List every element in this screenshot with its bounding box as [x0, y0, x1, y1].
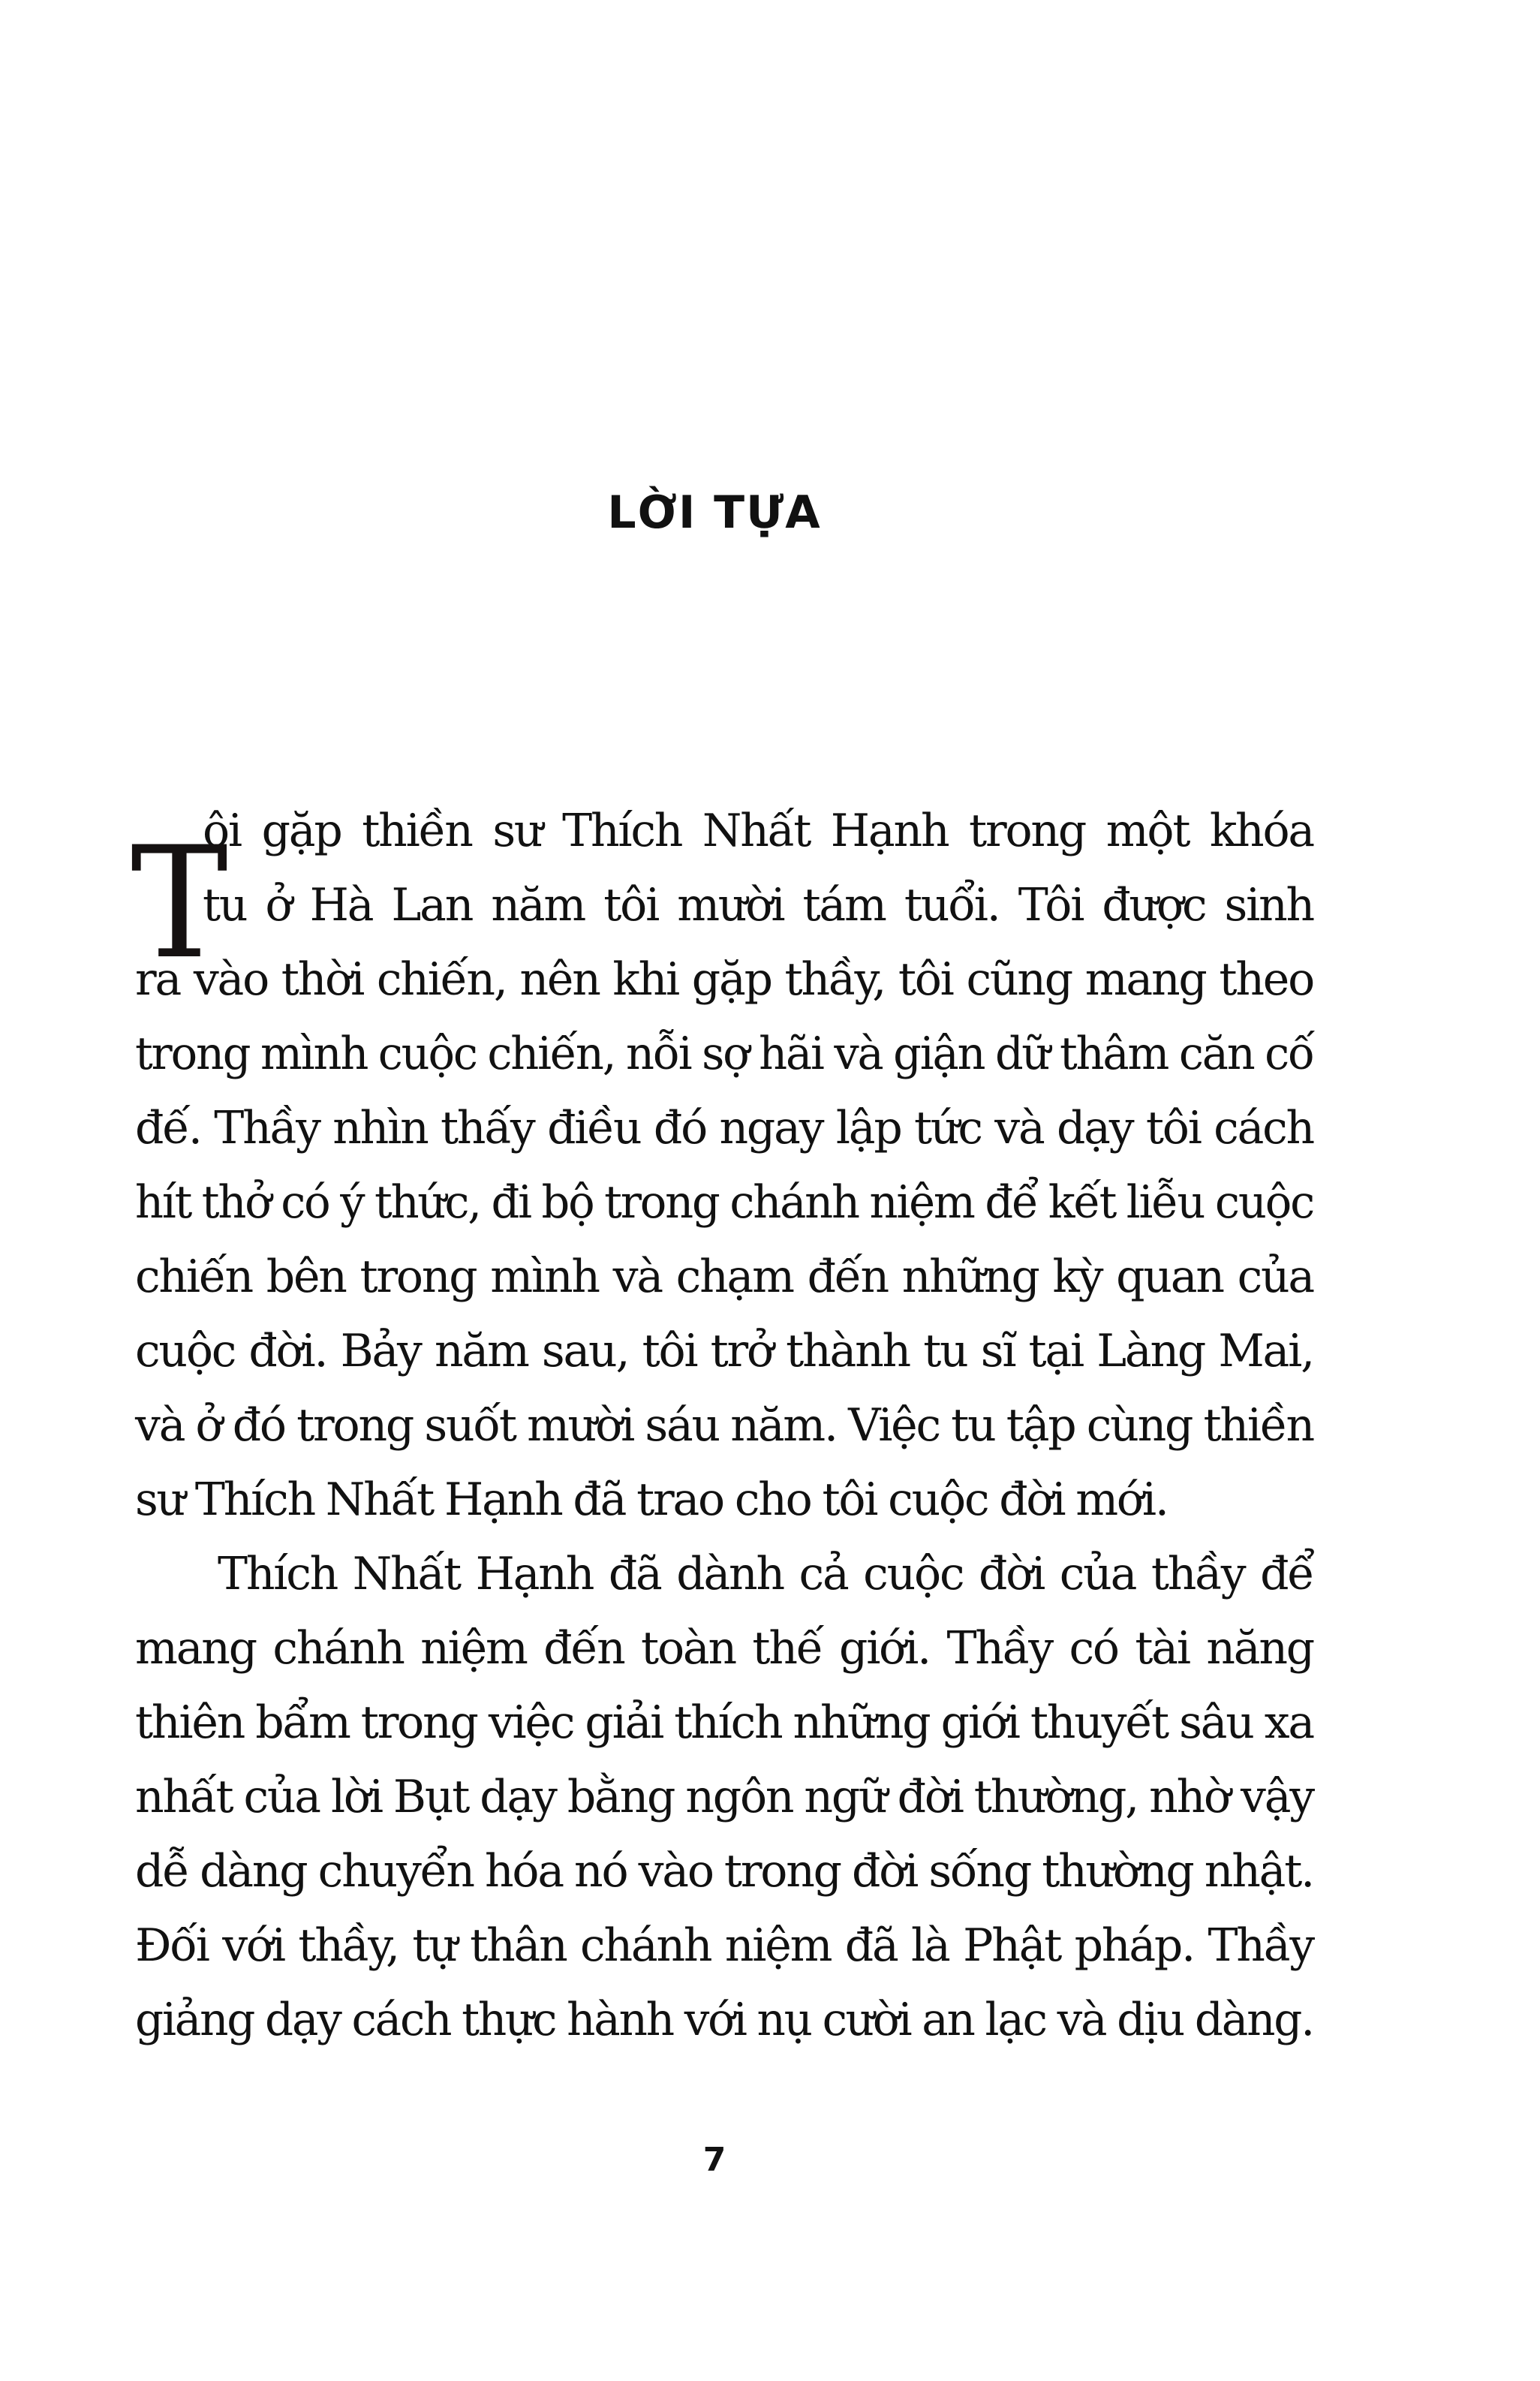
text-line: nhất của lời Bụt dạy bằng ngôn ngữ đời thường, nhờ vậy — [135, 1771, 1313, 1823]
paragraph-2 — [135, 1537, 1313, 2057]
drop-cap: T — [131, 814, 228, 993]
text-line: Đối với thầy, tự thân chánh niệm đã là Phật pháp. Thầy — [135, 1919, 1313, 1972]
text-line: chiến bên trong mình và chạm đến những kỳ quan của — [135, 1251, 1313, 1303]
text-line: hít thở có ý thức, đi bộ trong chánh niệm để kết liễu cuộc — [135, 1176, 1313, 1229]
text-line: ra vào thời chiến, nên khi gặp thầy, tôi cũng mang theo — [135, 953, 1313, 1006]
text-line: trong mình cuộc chiến, nỗi sợ hãi và giận dữ thâm căn cố — [135, 1028, 1313, 1080]
text-line: dễ dàng chuyển hóa nó vào trong đời sống thường nhật. — [135, 1845, 1313, 1898]
paragraph-1 — [135, 794, 1313, 1537]
text-line: đế. Thầy nhìn thấy điều đó ngay lập tức và dạy tôi cách — [135, 1102, 1313, 1154]
chapter-title: LỜI TỰA — [607, 486, 822, 539]
body-text — [131, 794, 1313, 2057]
text-line: ôi gặp thiền sư Thích Nhất Hạnh trong một khóa — [203, 805, 1313, 857]
text-line: và ở đó trong suốt mười sáu năm. Việc tu tập cùng thiền — [135, 1399, 1313, 1452]
text-line: cuộc đời. Bảy năm sau, tôi trở thành tu sĩ tại Làng Mai, — [135, 1325, 1313, 1377]
text-line: sư Thích Nhất Hạnh đã trao cho tôi cuộc đời mới. — [135, 1473, 1168, 1526]
text-line: giảng dạy cách thực hành với nụ cười an lạc và dịu dàng. — [135, 1994, 1313, 2046]
text-line: mang chánh niệm đến toàn thế giới. Thầy có tài năng — [135, 1622, 1313, 1675]
text-line: thiên bẩm trong việc giải thích những giới thuyết sâu xa — [135, 1696, 1313, 1749]
text-line: Thích Nhất Hạnh đã dành cả cuộc đời của thầy để — [218, 1548, 1313, 1600]
page-number: 7 — [702, 2141, 726, 2179]
text-line: tu ở Hà Lan năm tôi mười tám tuổi. Tôi được sinh — [203, 879, 1313, 932]
